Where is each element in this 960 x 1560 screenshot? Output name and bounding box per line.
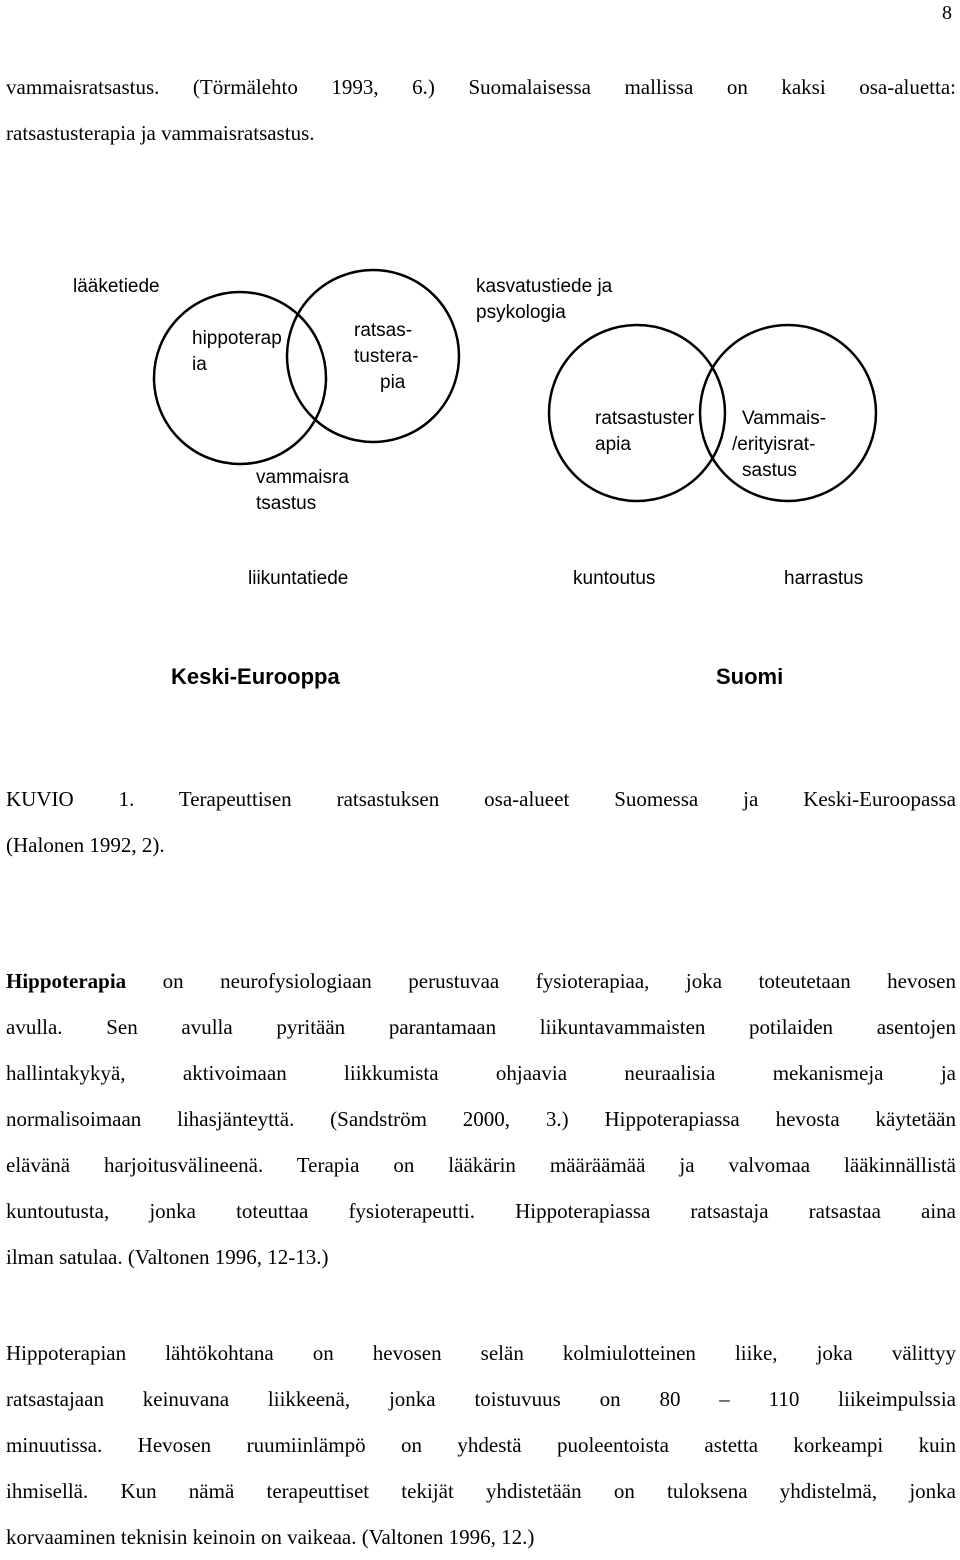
caption-line-2: (Halonen 1992, 2). [6, 833, 165, 857]
figure-caption [6, 776, 956, 868]
intro-line-2: ratsastusterapia ja vammaisratsastus. [6, 121, 315, 145]
label-tsastus: tsastus [256, 493, 317, 514]
label-ia: ia [192, 354, 207, 375]
paragraph1-line-7: ilman satulaa. (Valtonen 1996, 12-13.) [6, 1245, 329, 1269]
label-ratsas: ratsas- [354, 320, 413, 341]
label-harrastus: harrastus [784, 568, 864, 589]
label-kuntoutus: kuntoutus [573, 568, 656, 589]
caption-line-1: KUVIO 1. Terapeuttisen ratsastuksen osa-alueet Suomessa ja Keski-Euroopassa [6, 787, 956, 811]
paragraph2-line-2: ratsastajaan keinuvana liikkeenä, jonka toistuvuus on 80 – 110 liikeimpulssia [6, 1387, 956, 1411]
paragraph1-line-4: normalisoimaan lihasjänteyttä. (Sandström 2000, 3.) Hippoterapiassa hevosta käytetään [6, 1107, 956, 1131]
paragraph1-line-3: hallintakykyä, aktivoimaan liikkumista ohjaavia neuraalisia mekanismeja ja [6, 1061, 956, 1085]
label-hippoterap: hippoterap [192, 328, 282, 349]
paragraph1-line-2: avulla. Sen avulla pyritään parantamaan liikuntavammaisten potilaiden asentojen [6, 1015, 956, 1039]
label-vammais: Vammais- [742, 408, 827, 429]
paragraph1-line-6: kuntoutusta, jonka toteuttaa fysioterapeutti. Hippoterapiassa ratsastaja ratsastaa aina [6, 1199, 956, 1223]
circle-hippoterapia [154, 292, 326, 464]
paragraph2-line-4: ihmisellä. Kun nämä terapeuttiset tekijät yhdistetään on tuloksena yhdistelmä, jonka [6, 1479, 956, 1503]
label-erityisrat: /erityisrat- [732, 434, 816, 455]
paragraph1-line-1-rest: on neurofysiologiaan perustuvaa fysioterapiaa, joka toteutetaan hevosen [126, 969, 956, 993]
label-apia: apia [595, 434, 631, 455]
paragraph1-line-5: elävänä harjoitusvälineenä. Terapia on lääkärin määräämää ja valvomaa lääkinnällistä [6, 1153, 956, 1177]
intro-line-1: vammaisratsastus. (Törmälehto 1993, 6.) Suomalaisessa mallissa on kaksi osa-aluetta: [6, 75, 956, 99]
label-vammaisra: vammaisra [256, 467, 349, 488]
page-number: 8 [942, 2, 952, 24]
label-psykologia: psykologia [476, 302, 566, 323]
hippoterapia-paragraph [6, 958, 956, 1280]
label-liikuntatiede: liikuntatiede [248, 568, 349, 589]
label-kasvatustiede: kasvatustiede ja [476, 276, 613, 297]
hippoterapia-basis-paragraph [6, 1330, 956, 1560]
region-keski-eurooppa: Keski-Eurooppa [171, 664, 340, 689]
venn-diagram [0, 250, 960, 730]
label-ratsastuster: ratsastuster [595, 408, 695, 429]
paragraph2-line-1: Hippoterapian lähtökohtana on hevosen selän kolmiulotteinen liike, joka välittyy [6, 1341, 956, 1365]
paragraph2-line-3: minuutissa. Hevosen ruumiinlämpö on yhdestä puoleentoista astetta korkeampi kuin [6, 1433, 956, 1457]
label-tustera: tustera- [354, 346, 419, 367]
intro-paragraph [6, 64, 956, 156]
label-pia: pia [380, 372, 406, 393]
hippoterapia-term: Hippoterapia [6, 969, 127, 993]
label-sastus: sastus [742, 460, 797, 481]
paragraph1-line-1 [6, 958, 956, 1004]
label-laaketiede: lääketiede [73, 276, 160, 297]
paragraph2-line-5: korvaaminen teknisin keinoin on vaikeaa. (Valtonen 1996, 12.) [6, 1525, 535, 1549]
region-suomi: Suomi [716, 664, 784, 689]
